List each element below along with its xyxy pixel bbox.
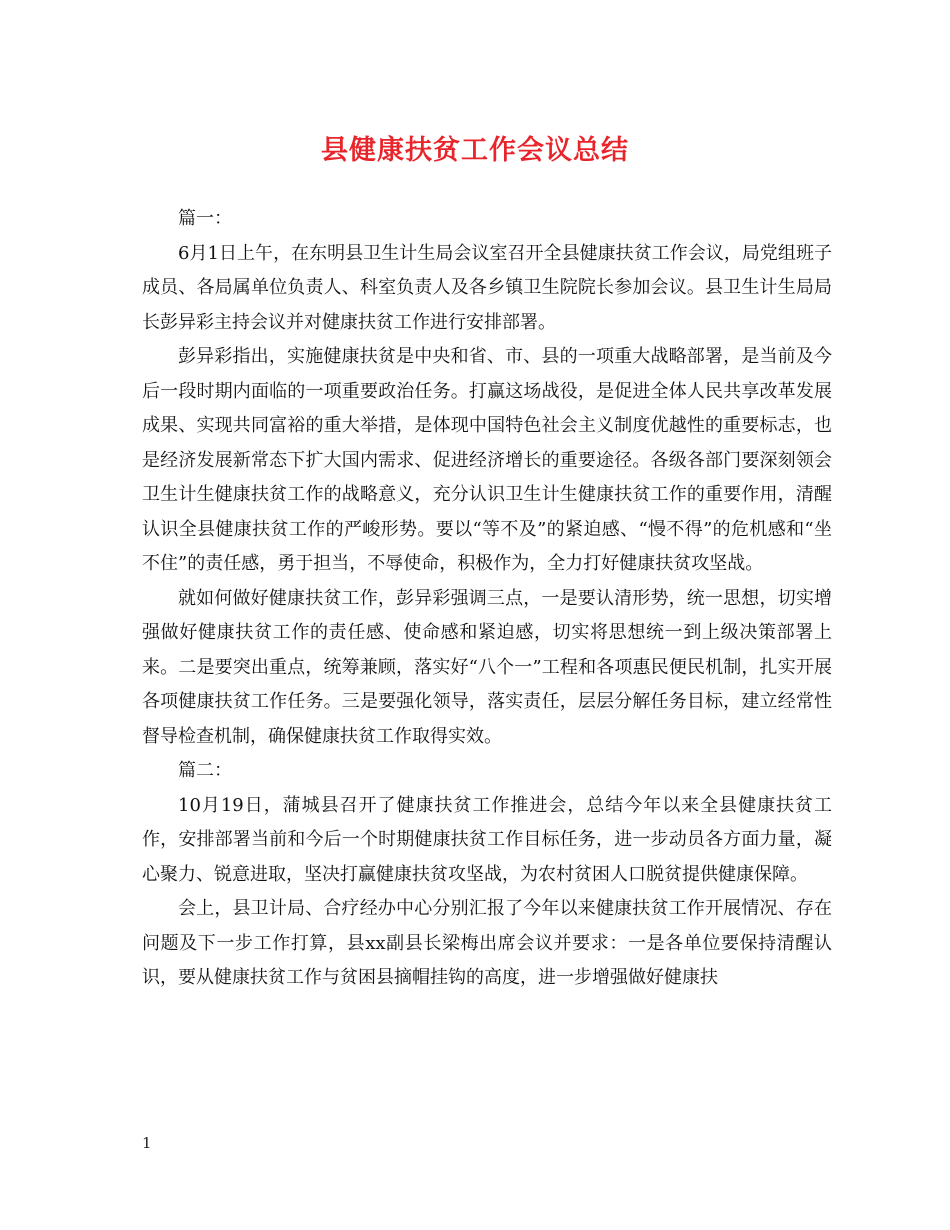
document-title: 县健康扶贫工作会议总结 — [321, 135, 629, 166]
document-body — [142, 202, 832, 996]
paragraph-heading-part-two: 篇二： — [178, 760, 232, 781]
paragraph: 就如何做好健康扶贫工作，彭异彩强调三点，一是要认清形势，统一思想，切实增强做好健康扶贫工作的责任感、使命感和紧迫感，切实将思想统一到上级决策部署上来。二是要突出重点，统筹兼顾，落实好“八个一”工程和各项惠民便民机制，扎实开展各项健康扶贫工作任务。三是要强化领导，落实责任，层层分解任务目标，建立经常性督导检查机制，确保健康扶贫工作取得实效。 — [142, 587, 832, 747]
paragraph: 会上，县卫计局、合疗经办中心分别汇报了今年以来健康扶贫工作开展情况、存在问题及下一步工作打算，县xx副县长梁梅出席会议并要求：一是各单位要保持清醒认识，要从健康扶贫工作与贫困县摘帽挂钩的高度，进一步增强做好健康扶 — [142, 898, 832, 988]
paragraph: 10月19日，蒲城县召开了健康扶贫工作推进会，总结今年以来全县健康扶贫工作，安排部署当前和今后一个时期健康扶贫工作目标任务，进一步动员各方面力量，凝心聚力、锐意进取，坚决打赢健康扶贫攻坚战，为农村贫困人口脱贫提供健康保障。 — [142, 794, 832, 885]
paragraph: 6月1日上午，在东明县卫生计生局会议室召开全县健康扶贫工作会议，局党组班子成员、各局属单位负责人、科室负责人及各乡镇卫生院院长参加会议。县卫生计生局局长彭异彩主持会议并对健康扶贫工作进行安排部署。 — [142, 242, 832, 333]
page-number: 1 — [142, 1134, 152, 1152]
paragraph-heading-part-one: 篇一： — [178, 208, 232, 229]
paragraph: 彭异彩指出，实施健康扶贫是中央和省、市、县的一项重大战略部署，是当前及今后一段时期内面临的一项重要政治任务。打赢这场战役，是促进全体人民共享改革发展成果、实现共同富裕的重大举措，是体现中国特色社会主义制度优越性的重要标志，也是经济发展新常态下扩大国内需求、促进经济增长的重要途径。各级各部门要深刻领会卫生计生健康扶贫工作的战略意义，充分认识卫生计生健康扶贫工作的重要作用，清醒认识全县健康扶贫工作的严峻形势。要以“等不及”的紧迫感、“慢不得”的危机感和“坐不住”的责任感，勇于担当，不辱使命，积极作为，全力打好健康扶贫攻坚战。 — [142, 346, 832, 574]
